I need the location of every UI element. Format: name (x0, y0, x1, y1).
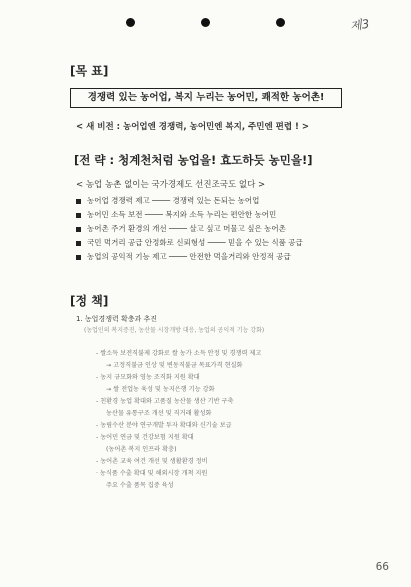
list-item: - 쌀소득 보전직불제 강화로 쌀 농가 소득 안정 및 경쟁력 제고 (96, 350, 262, 357)
list-item: - 농어민 연금 및 건강보험 지원 확대 (96, 434, 194, 441)
square-bullet-icon (76, 241, 81, 246)
goal-box: 경쟁력 있는 농어업, 복지 누리는 농어민, 쾌적한 농어촌! (70, 88, 342, 108)
punch-hole (126, 18, 135, 27)
list-item: 주요 수출 품목 집중 육성 (106, 482, 174, 489)
list-item: → 고정직불금 인상 및 변동직불금 목표가격 현실화 (106, 362, 243, 369)
goal-heading: [목 표] (70, 64, 109, 78)
list-item: 농어촌 주거 환경의 개선 ──── 살고 싶고 머물고 싶은 농어촌 (76, 222, 303, 236)
list-item: → 쌀 전업농 육성 및 농지은행 기능 강화 (106, 386, 215, 393)
policy-heading: [정 책] (70, 294, 109, 308)
strategy-heading: [전 략 : 청계천처럼 농업을! 효도하듯 농민을!] (74, 153, 313, 167)
page-number: 66 (375, 560, 389, 573)
policy-title: 1. 농업경쟁력 확충과 추진 (76, 315, 157, 323)
strategy-subtitle: < 농업 농촌 없이는 국가경제도 선진조국도 없다 > (76, 180, 266, 190)
square-bullet-icon (76, 255, 81, 260)
list-item: - 친환경 농업 확대와 고품질 농산물 생산 기반 구축 (96, 398, 234, 405)
punch-hole (276, 18, 285, 27)
vision-line: < 새 비전 : 농어업엔 경쟁력, 농어민엔 복지, 주민엔 편렵 ! > (76, 122, 309, 132)
list-item: - 농림수산 분야 연구개발 투자 확대와 신기술 보급 (96, 422, 232, 429)
list-item: - 농지 규모화와 영농 조직화 지원 확대 (96, 374, 200, 381)
punch-hole (201, 18, 210, 27)
list-item: (농어촌 복지 인프라 확충) (106, 446, 177, 453)
list-item: · 농식품 수출 확대 및 해외시장 개척 지원 (96, 470, 208, 477)
list-item: 농어민 소득 보전 ──── 복지와 소득 누리는 편안한 농어민 (76, 208, 303, 222)
list-item: 농업의 공익적 기능 제고 ──── 안전한 먹을거리와 안정적 공급 (76, 250, 303, 264)
policy-items (96, 348, 376, 492)
list-item: 농산물 유통구조 개선 및 직거래 활성화 (106, 410, 212, 417)
list-item: - 농어촌 교육 여건 개선 및 생활환경 정비 (96, 458, 208, 465)
square-bullet-icon (76, 199, 81, 204)
policy-subtitle: (농업인의 복지증진, 농산물 시장개방 대응, 농업의 공익적 기능 강화) (84, 327, 265, 334)
handwritten-note: 제3 (348, 16, 370, 34)
square-bullet-icon (76, 213, 81, 218)
list-item: 농어업 경쟁력 제고 ──── 경쟁력 있는 돈되는 농어업 (76, 194, 303, 208)
strategy-list (76, 194, 303, 264)
list-item: 국민 먹거리 공급 안정화로 신뢰형성 ──── 믿을 수 있는 식품 공급 (76, 236, 303, 250)
square-bullet-icon (76, 227, 81, 232)
